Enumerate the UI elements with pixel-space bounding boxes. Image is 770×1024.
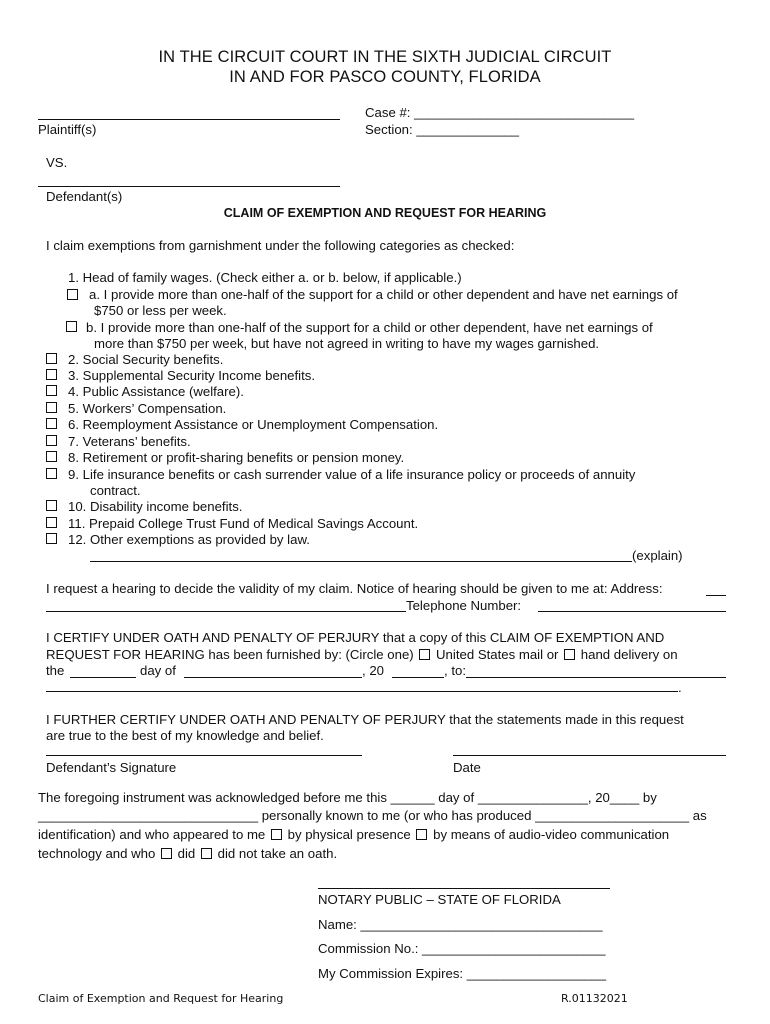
item-1a-line1: a. I provide more than one-half of the support for a child or other dependent and have net earnings of <box>89 287 678 302</box>
audio-video-label: by means of audio-video communication <box>433 827 670 842</box>
certify-to-line[interactable] <box>466 677 726 678</box>
item-1-head-of-family: 1. Head of family wages. (Check either a. or b. below, if applicable.) <box>68 270 462 285</box>
did-oath-checkbox[interactable] <box>161 848 172 859</box>
address-line[interactable] <box>46 611 406 612</box>
ack-line4 <box>38 846 337 861</box>
explain-line[interactable] <box>90 561 632 562</box>
certify-line2-text: REQUEST FOR HEARING has been furnished by: (Circle one) <box>46 647 414 662</box>
checkbox-5[interactable] <box>46 402 57 413</box>
hand-delivery-label: hand delivery on <box>580 647 678 662</box>
ack-line4-text: technology and who <box>38 846 156 861</box>
date-label: Date <box>453 760 481 775</box>
item-2: 2. Social Security benefits. <box>68 352 224 367</box>
checkbox-8[interactable] <box>46 451 57 462</box>
item-11: 11. Prepaid College Trust Fund of Medical Savings Account. <box>68 516 419 531</box>
notary-signature-line[interactable] <box>318 888 610 889</box>
checkbox-10[interactable] <box>46 500 57 511</box>
item-1b-line1: b. I provide more than one-half of the support for a child or other dependent, have net earnings of <box>86 320 653 335</box>
vs-label: VS. <box>46 155 68 170</box>
date-line[interactable] <box>453 755 726 756</box>
plaintiff-line[interactable] <box>38 119 340 120</box>
ack-line2: ______________________________ personally known to me (or who has produced _____________________ as <box>38 808 707 823</box>
checkbox-4[interactable] <box>46 385 57 396</box>
hearing-request-text: I request a hearing to decide the validity of my claim. Notice of hearing should be given to me at: Address: <box>46 581 663 596</box>
section-field[interactable]: Section: ______________ <box>365 122 519 137</box>
court-title-line2: IN AND FOR PASCO COUNTY, FLORIDA <box>229 68 541 86</box>
telephone-label: Telephone Number: <box>406 598 522 613</box>
checkbox-11[interactable] <box>46 517 57 528</box>
defendant-line[interactable] <box>38 186 340 187</box>
ack-line3-text: identification) and who appeared to me <box>38 827 266 842</box>
defendant-label: Defendant(s) <box>46 189 123 204</box>
did-not-oath-checkbox[interactable] <box>201 848 212 859</box>
signature-label: Defendant’s Signature <box>46 760 177 775</box>
further-line2: are true to the best of my knowledge and belief. <box>46 728 324 743</box>
physical-presence-checkbox[interactable] <box>271 829 282 840</box>
telephone-line[interactable] <box>538 611 726 612</box>
item-9: 9. Life insurance benefits or cash surrender value of a life insurance policy or proceeds of annuity <box>68 467 636 482</box>
item-3: 3. Supplemental Security Income benefits. <box>68 368 316 383</box>
certify-day-line[interactable] <box>70 677 136 678</box>
notary-name-field[interactable]: Name: _________________________________ <box>318 917 603 932</box>
address-line-start[interactable] <box>706 595 726 596</box>
item-6: 6. Reemployment Assistance or Unemployment Compensation. <box>68 417 439 432</box>
checkbox-3[interactable] <box>46 369 57 380</box>
item-1a-line2: $750 or less per week. <box>94 303 227 318</box>
item-8: 8. Retirement or profit-sharing benefits or pension money. <box>68 450 405 465</box>
item-5: 5. Workers’ Compensation. <box>68 401 227 416</box>
ack-line1: The foregoing instrument was acknowledged before me this ______ day of _______________, 20____ by <box>38 790 657 805</box>
form-title: CLAIM OF EXEMPTION AND REQUEST FOR HEARING <box>223 206 547 220</box>
us-mail-label: United States mail or <box>436 647 559 662</box>
checkbox-6[interactable] <box>46 418 57 429</box>
checkbox-1a[interactable] <box>67 289 78 300</box>
certify-period: . <box>678 680 682 695</box>
footer-right: R.01132021 <box>561 992 628 1005</box>
certify-to-label: , to: <box>444 663 466 678</box>
item-4: 4. Public Assistance (welfare). <box>68 384 244 399</box>
ack-line3 <box>38 827 669 842</box>
hand-delivery-checkbox[interactable] <box>564 649 575 660</box>
checkbox-2[interactable] <box>46 353 57 364</box>
signature-line[interactable] <box>46 755 362 756</box>
notary-expires-field[interactable]: My Commission Expires: ___________________ <box>318 966 607 981</box>
certify-line2 <box>46 647 678 662</box>
checkbox-12[interactable] <box>46 533 57 544</box>
certify-month-line[interactable] <box>184 677 362 678</box>
notary-title: NOTARY PUBLIC – STATE OF FLORIDA <box>318 892 561 907</box>
certify-the: the <box>46 663 65 678</box>
checkbox-7[interactable] <box>46 435 57 446</box>
certify-day-of: day of <box>140 663 176 678</box>
notary-commission-field[interactable]: Commission No.: _________________________ <box>318 941 606 956</box>
physical-presence-label: by physical presence <box>287 827 411 842</box>
item-7: 7. Veterans’ benefits. <box>68 434 191 449</box>
plaintiff-label: Plaintiff(s) <box>38 122 97 137</box>
checkbox-1b[interactable] <box>66 321 77 332</box>
certify-line1: I CERTIFY UNDER OATH AND PENALTY OF PERJURY that a copy of this CLAIM OF EXEMPTION AND <box>46 630 665 645</box>
certify-year-line[interactable] <box>392 677 444 678</box>
certify-year-label: , 20 <box>362 663 384 678</box>
did-not-label: did not take an oath. <box>217 846 338 861</box>
us-mail-checkbox[interactable] <box>419 649 430 660</box>
item-1b-line2: more than $750 per week, but have not agreed in writing to have my wages garnished. <box>94 336 600 351</box>
did-label: did <box>177 846 196 861</box>
certify-to-line2[interactable] <box>46 691 678 692</box>
further-line1: I FURTHER CERTIFY UNDER OATH AND PENALTY OF PERJURY that the statements made in this request <box>46 712 684 727</box>
intro-text: I claim exemptions from garnishment under the following categories as checked: <box>46 238 515 253</box>
court-title-line1: IN THE CIRCUIT COURT IN THE SIXTH JUDICIAL CIRCUIT <box>158 48 612 66</box>
audio-video-checkbox[interactable] <box>416 829 427 840</box>
item-10: 10. Disability income benefits. <box>68 499 243 514</box>
item-9-cont: contract. <box>90 483 141 498</box>
item-12: 12. Other exemptions as provided by law. <box>68 532 310 547</box>
checkbox-9[interactable] <box>46 468 57 479</box>
case-number-field[interactable]: Case #: ______________________________ <box>365 105 635 120</box>
explain-label: (explain) <box>632 548 683 563</box>
footer-left: Claim of Exemption and Request for Hearing <box>38 992 284 1005</box>
